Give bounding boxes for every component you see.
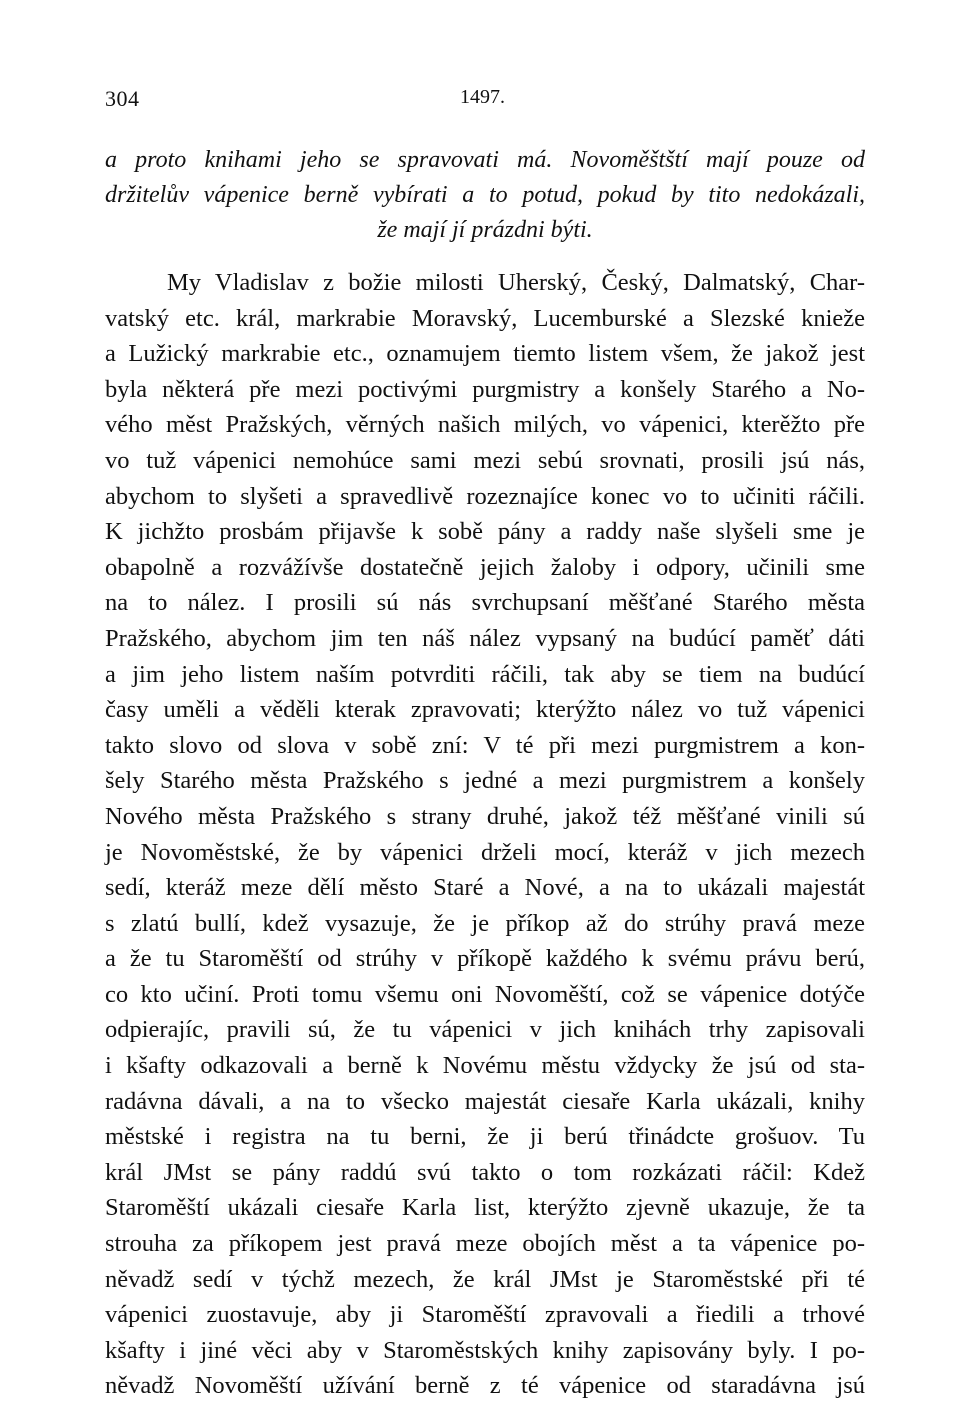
body-line: vápenici zuostavuje, aby ji Staroměští zpravovali a řiedili a trhové (105, 1301, 865, 1329)
page-number: 304 (105, 86, 140, 111)
body-line: strouha za příkopem jest pravá meze obojích měst a ta vápenice po- (105, 1230, 865, 1258)
body-line: je Novoměstské, že by vápenici drželi mocí, kteráž v jich mezech (105, 838, 865, 866)
body-line: něvadž sedí v týchž mezech, že král JMst je Staroměstské při té (105, 1265, 865, 1293)
body-line: kšafty i jiné věci aby v Staroměstských knihy zapisovány byly. I po- (105, 1336, 865, 1364)
body-line: časy uměli a věděli kterak zpravovati; kterýžto nález vo tuž vápenici (105, 696, 865, 724)
body-line: vatský etc. král, markrabie Moravský, Lucemburské a Slezské knieže (105, 304, 865, 332)
body-line: Pražského, abychom jim ten náš nález vypsaný na budúcí paměť dáti (105, 624, 865, 652)
body-line: My Vladislav z božie milosti Uherský, Český, Dalmatský, Char- (167, 269, 865, 296)
body-line: i kšafty odkazovali a berně k Novému městu vždycky že jsú od sta- (105, 1052, 865, 1080)
document-body (105, 265, 865, 1404)
body-line: něvadž Novoměští užívání berně z té vápenice od staradávna jsú (105, 1372, 865, 1400)
body-line: vo tuž vápenici nemohúce sami mezi sebú srovnati, prosili jsú nás, (105, 446, 865, 474)
body-line: vého měst Pražských, věrných našich milých, vo vápenici, kterěžto pře (105, 411, 865, 439)
running-head-year: 1497. (460, 86, 505, 108)
body-line: a Lužický markrabie etc., oznamujem tiemto listem všem, že jakož jest (105, 340, 865, 368)
page-header (105, 86, 865, 116)
body-line: byla některá pře mezi poctivými purgmistry a konšely Starého a No- (105, 375, 865, 403)
body-line: král JMst se pány raddú svú takto o tom rozkázati ráčil: Kdež (105, 1158, 865, 1186)
body-line: K jichžto prosbám přijavše k sobě pány a raddy naše slyšeli sme je (105, 518, 865, 546)
summary-line: držitelův vápenice berně vybírati a to potud, pokud by tito nedokázali, (105, 182, 865, 208)
body-line: na to nález. I prosili sú nás svrchupsaní měšťané Starého města (105, 589, 865, 617)
body-line: s zlatú bullí, kdež vysazuje, že je příkop až do strúhy pravá meze (105, 909, 865, 937)
body-line: a jim jeho listem naším potvrditi ráčili, tak aby se tiem na budúcí (105, 660, 865, 688)
body-line: odpierajíc, pravili sú, že tu vápenici v jich knihách trhy zapisovali (105, 1016, 865, 1044)
body-line: takto slovo od slova v sobě zní: V té při mezi purgmistrem a kon- (105, 731, 865, 759)
body-line: abychom to slyšeti a spravedlivě rozeznajíce konec vo to učiniti ráčili. (105, 482, 865, 510)
body-line: obapolně a rozvážívše dostatečně jejich žaloby i odpory, učinili sme (105, 553, 865, 581)
summary-line: a proto knihami jeho se spravovati má. Novoměštští mají pouze od (105, 147, 865, 173)
body-line: a že tu Staroměští od strúhy v příkopě každého k svému právu berú, (105, 945, 865, 973)
body-line: radávna dávali, a na to všecko majestát ciesaře Karla ukázali, knihy (105, 1087, 865, 1115)
body-line: městské i registra na tu berni, že ji berú třinádcte grošuov. Tu (105, 1123, 865, 1151)
body-line: Nového města Pražského s strany druhé, jakož též měšťané vinili sú (105, 802, 865, 830)
body-line: šely Starého města Pražského s jedné a mezi purgmistrem a konšely (105, 767, 865, 795)
summary-line: že mají jí prázdni býti. (377, 217, 593, 243)
body-line: Staroměští ukázali ciesaře Karla list, kterýžto zjevně ukazuje, že ta (105, 1194, 865, 1222)
body-line: co kto učiní. Proti tomu všemu oni Novoměští, což se vápenice dotýče (105, 980, 865, 1008)
body-line: sedí, kteráž meze dělí město Staré a Nové, a na to ukázali majestát (105, 874, 865, 902)
document-summary (105, 143, 865, 248)
